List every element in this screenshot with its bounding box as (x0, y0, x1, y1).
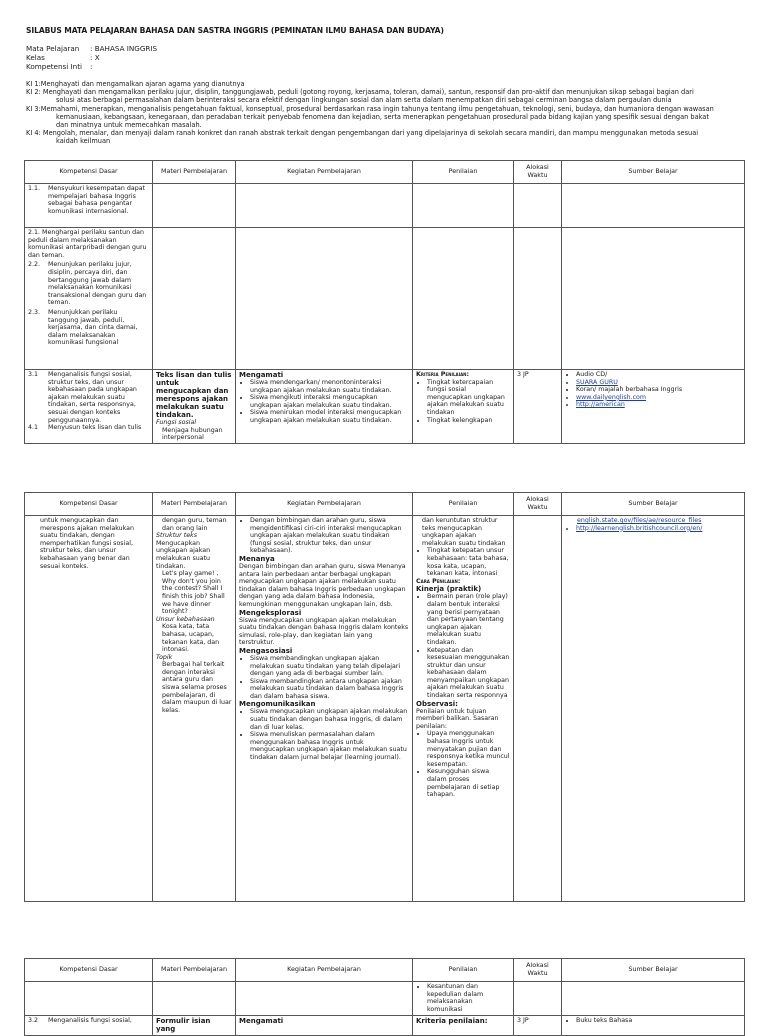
source-link[interactable]: • www.dailyenglish.com (576, 394, 741, 402)
ki-1: KI 1:Menghayati dan mengamalkan ajaran agama yang dianutnya (26, 80, 245, 88)
ki-3-cont2: dan minatnya untuk memecahkan masalah. (56, 121, 202, 130)
table-row (25, 516, 745, 902)
kegiatan-heading: Menanya (239, 554, 275, 563)
materi-subhead: Struktur teks (156, 532, 198, 540)
list-item: • Audio CD/ (576, 371, 741, 379)
list-item: • Kesungguhan siswa dalam proses pembelajaran di setiap tahapan. (427, 768, 510, 798)
penilaian-cell (413, 982, 514, 1016)
kd-num: 2.2. (28, 261, 41, 269)
materi-text: Berbagai hal terkait dengan interaksi antara guru dan siswa selama proses pembelajaran, di dalam maupun di luar kelas. (162, 661, 232, 714)
col-sumber: Sumber Belajar (562, 959, 745, 982)
list-item: • Dengan bimbingan dan arahan guru, siswa mengidentifikasi ciri-ciri interaksi mengucapkan ungkapan ajakan melakukan suatu tindakan (fungsi sosial, struktur teks, dan unsur kebahasaan). (250, 517, 409, 555)
col-sumber: Sumber Belajar (562, 161, 745, 184)
col-kegiatan: Kegiatan Pembelajaran (236, 959, 413, 982)
penilaian-text: dan keruntutan struktur teks mengucapkan ungkapan ajakan melakukan suatu tindakan (422, 517, 506, 547)
kegiatan-heading: Mengomunikasikan (239, 700, 316, 709)
alokasi-cell: 3 JP (514, 370, 562, 444)
meta-kelas (26, 53, 100, 62)
list-item: • Siswa membandingkan ungkapan ajakan melakukan suatu tindakan yang telah dipelajari dengan yang ada di berbagai sumber lain. (250, 655, 409, 678)
materi-subhead: Fungsi sosial (156, 419, 197, 426)
meta-ki-value: : (90, 62, 93, 71)
kegiatan-heading: Mengamati (239, 1017, 284, 1025)
col-kd: Kompetensi Dasar (25, 959, 153, 982)
table-header-row (25, 161, 745, 184)
ki-4-cont: kaidah keilmuan (56, 137, 111, 146)
kd-num: 1.1. (28, 185, 41, 192)
kd-num: 4.1 (28, 424, 39, 432)
kd-cell (25, 228, 153, 370)
table-row (25, 982, 745, 1016)
list-item: • Siswa menirukan model interaksi mengucapkan ungkapan ajakan melakukan suatu tindakan. (250, 409, 409, 424)
list-item: • Tingkat ketepatan unsur kebahasaan: tata bahasa, kosa kata, ucapan, tekanan kata, intonasi (427, 547, 510, 577)
penilaian-heading: Kriteria Penilaian: (416, 371, 470, 378)
kd-text: Menunjukan perilaku jujur, disiplin, percaya diri, dan bertanggung jawab dalam melaksanakan komunikasi transaksional dengan guru dan teman. (48, 261, 147, 307)
materi-subhead: Unsur kebahasaan (156, 615, 215, 623)
list-item: • Ketepatan dan kesesuaian menggunakan struktur dan unsur kebahasaan dalam menyampaikan ungkapan ajakan melakukan suatu tindakan serta responnya (427, 647, 510, 700)
list-item: • Siswa menuliskan permasalahan dalam menggunakan bahasa Inggris untuk mengucapkan ungkapan ajakan melakukan suatu tindakan dalam jurnal belajar (learning journal). (250, 731, 409, 761)
kd-cell (25, 184, 153, 228)
sumber-cell (562, 516, 745, 902)
syllabus-table-1 (24, 160, 745, 444)
kegiatan-text: Siswa mengucapkan ungkapan ajakan melakukan suatu tindakan dengan bahasa Inggris dalam konteks simulasi, role-play, dan kegiatan lain yang terstruktur. (239, 616, 409, 647)
list-item: • Buku teks Bahasa (576, 1017, 741, 1025)
meta-kelas-value: : X (90, 53, 100, 62)
kd-text: Menyusun teks lisan dan tulis (48, 424, 142, 432)
list-item: • Tingkat kelengkapan (427, 417, 510, 425)
col-penilaian: Penilaian (413, 161, 514, 184)
col-kd: Kompetensi Dasar (25, 493, 153, 516)
materi-title: Teks lisan dan tulis untuk mengucapkan dan merespons ajakan melakukan suatu tindakan. (156, 371, 232, 419)
materi-text: dengan guru, teman dan orang lain (162, 517, 227, 532)
materi-cell (153, 370, 236, 444)
kd-text: Menganalisis fungsi sosial, (48, 1017, 132, 1024)
list-item: • Koran/ majalah berbahasa Inggris (576, 386, 741, 394)
list-item: • Kesantunan dan kepedulian dalam melaksanakan komunikasi (427, 983, 510, 1013)
kd-num: 3.2 (28, 1017, 39, 1024)
materi-cell (153, 1016, 236, 1036)
penilaian-text: Penilaian untuk tujuan memberi balikan. Sasaran penilaian: (416, 707, 499, 730)
meta-ki-label: Kompetensi Inti (26, 62, 83, 71)
kd-cell (25, 370, 153, 444)
kegiatan-cell (236, 516, 413, 902)
col-materi: Materi Pembelajaran (153, 161, 236, 184)
col-penilaian: Penilaian (413, 493, 514, 516)
penilaian-cell (413, 516, 514, 902)
kegiatan-heading: Mengeksplorasi (239, 608, 302, 617)
list-item: • Siswa mendengarkan/ menontoninteraksi ungkapan ajakan melakukan suatu tindakan. (250, 379, 409, 394)
col-materi: Materi Pembelajaran (153, 493, 236, 516)
meta-kelas-label: Kelas (26, 53, 45, 62)
source-link[interactable]: english.state.gov/files/ae/resource_files (577, 517, 702, 524)
col-sumber: Sumber Belajar (562, 493, 745, 516)
materi-subhead: Topik (156, 653, 173, 661)
meta-mapel (26, 44, 158, 53)
table-row (25, 184, 745, 228)
ki-list (26, 80, 742, 146)
source-link[interactable]: • http://learnenglish.britishcouncil.org/en/ (576, 525, 741, 533)
kd-text: Menunjukkan perilaku tanggung jawab, peduli, kerjasama, dan cinta damai, dalam melaksanakan komunikasi fungsional (48, 308, 138, 347)
meta-mapel-value: : BAHASA INGGRIS (90, 44, 158, 53)
kegiatan-heading: Mengamati (239, 371, 284, 379)
meta-mapel-label: Mata Pelajaran (26, 44, 80, 53)
penilaian-heading: Cara Penilaian: (416, 577, 461, 585)
col-kd: Kompetensi Dasar (25, 161, 153, 184)
materi-title: Formulir isian yang (156, 1017, 211, 1033)
alokasi-cell: 3 JP (514, 1016, 562, 1036)
source-link[interactable]: • http://american (576, 401, 741, 409)
doc-title: SILABUS MATA PELAJARAN BAHASA DAN SASTRA INGGRIS (PEMINATAN ILMU BAHASA DAN BUDAYA) (26, 26, 444, 35)
col-kegiatan: Kegiatan Pembelajaran (236, 161, 413, 184)
ki-2-cont: solusi atas berbagai permasalahan dalam berinteraksi secara efektif dengan lingkungan sosial dan alam serta dalam menempatkan diri sebagai cerminan bangsa dalam pergaulan dunia (56, 96, 672, 105)
col-kegiatan: Kegiatan Pembelajaran (236, 493, 413, 516)
sumber-cell (562, 1016, 745, 1036)
kegiatan-text: Dengan bimbingan dan arahan guru, siswa Menanya antara lain perbedaan antar berbagai ungkapan mengucapkan ungkapan ajakan melakukan suatu tindakan dalam bahasa Inggris perbedaan ungkapan dengan yang ada dalam bahasa Indonesia, kemungkinan menggunakan ungkapan lain, dsb. (239, 562, 406, 608)
table-row (25, 370, 745, 444)
table-row (25, 1016, 745, 1036)
col-alokasi: Alokasi Waktu (514, 959, 562, 982)
kegiatan-heading: Mengasosiasi (239, 646, 293, 655)
ki-2: KI 2: Menghayati dan mengamalkan perilaku jujur, disiplin, tanggungjawab, peduli (gotong royong, kerjasama, toleran, damai), santun, responsif dan pro-aktif dan menunjukan sikap sebagai bagian dari (26, 88, 694, 97)
ki-3-cont: kemanusiaan, kebangsaan, kenegaraan, dan peradaban terkait penyebab fenomena dan kejadian, serta menerapkan pengetahuan prosedural pada bidang kajian yang spesifik sesuai dengan bakat (56, 112, 709, 121)
kd-text: Menganalisis fungsi sosial, struktur teks, dan unsur kebahasaan pada ungkapan ajakan melakukan suatu tindakan, serta responsnya, sesuai dengan konteks penggunaannya. (48, 371, 137, 424)
kd-num: 3.1 (28, 371, 39, 378)
syllabus-table-3 (24, 958, 745, 1036)
penilaian-cell (413, 370, 514, 444)
kd-num: 2.3. (28, 308, 41, 316)
list-item: • Siswa membandingkan antara ungkapan ajakan melakukan suatu tindakan dalam bahasa Inggris dan dalam bahasa siswa. (250, 678, 409, 701)
penilaian-heading: Kriteria penilaian: (416, 1017, 488, 1025)
kd-text: Mensyukuri kesempatan dapat mempelajari bahasa Inggris sebagai bahasa pengantar komunikasi internasional. (48, 185, 146, 215)
list-item: • Tingkat ketercapaian fungsi sosial mengucapkan ungkapan ajakan melakukan suatu tindakan (427, 379, 510, 417)
materi-text: Kosa kata, tata bahasa, ucapan, tekanan kata, dan intonasi. (162, 623, 220, 654)
source-link[interactable]: • SUARA GURU (576, 379, 741, 387)
col-penilaian: Penilaian (413, 959, 514, 982)
col-materi: Materi Pembelajaran (153, 959, 236, 982)
list-item: • Siswa mengucapkan ungkapan ajakan melakukan suatu tindakan dengan bahasa Inggris, di dalam dan di luar kelas. (250, 708, 409, 731)
syllabus-table-2 (24, 492, 745, 902)
meta-ki (26, 62, 93, 71)
col-alokasi: Alokasi Waktu (514, 161, 562, 184)
alokasi-cell (514, 516, 562, 902)
ki-3: KI 3:Memahami, menerapkan, menganalisis pengetahuan faktual, konseptual, prosedural berdasarkan rasa ingin tahunya tentang ilmu pengetahuan, teknologi, seni, budaya, dan humaniora dengan wawasan (26, 104, 714, 113)
kd-text: untuk mengucapkan dan merespons ajakan melakukan suatu tindakan, dengan memperhatikan fungsi sosial, struktur teks, dan unsur kebahasaan yang benar dan sesuai konteks. (40, 517, 135, 570)
list-item: • Siswa mengikuti interaksi mengucapkan ungkapan ajakan melakukan suatu tindakan. (250, 394, 409, 409)
list-item: • Bermain peran (role play) dalam bentuk interaksi yang berisi pernyataan dan pertanyaan tentang ungkapan ajakan melakukan suatu tindakan. (427, 593, 510, 646)
materi-text: Menjaga hubungan interpersonal (162, 426, 223, 442)
sumber-cell (562, 370, 745, 444)
materi-cell (153, 516, 236, 902)
materi-example: Let's play game! , Why don't you join the contest? Shall I finish this job? Shall we have dinner tonight? (162, 570, 225, 616)
materi-text: Mengucapkan ungkapan ajakan melakukan suatu tindakan. (156, 539, 211, 570)
ki-4: KI 4: Mengolah, menalar, dan menyaji dalam ranah konkret dan ranah abstrak terkait dengan pengembangan dari yang dipelajarinya di sekolah secara mandiri, dan mampu menggunakan metoda sesuai (26, 129, 699, 138)
table-row (25, 228, 745, 370)
kd-text: 2.1. Menghargai perilaku santun dan peduli dalam melaksanakan komunikasi antarpribadi dengan guru dan teman. (28, 229, 147, 259)
kd-cell (25, 1016, 153, 1036)
kd-cell (25, 516, 153, 902)
penilaian-cell (413, 1016, 514, 1036)
table-header-row (25, 959, 745, 982)
list-item: • Upaya menggunakan bahasa Inggris untuk menyatakan pujian dan responsnya ketika muncul kesempatan. (427, 730, 510, 768)
penilaian-heading: Observasi: (416, 699, 458, 708)
col-alokasi: Alokasi Waktu (514, 493, 562, 516)
kegiatan-cell (236, 1016, 413, 1036)
table-header-row (25, 493, 745, 516)
penilaian-heading: Kinerja (praktik) (416, 585, 482, 594)
kegiatan-cell (236, 370, 413, 444)
